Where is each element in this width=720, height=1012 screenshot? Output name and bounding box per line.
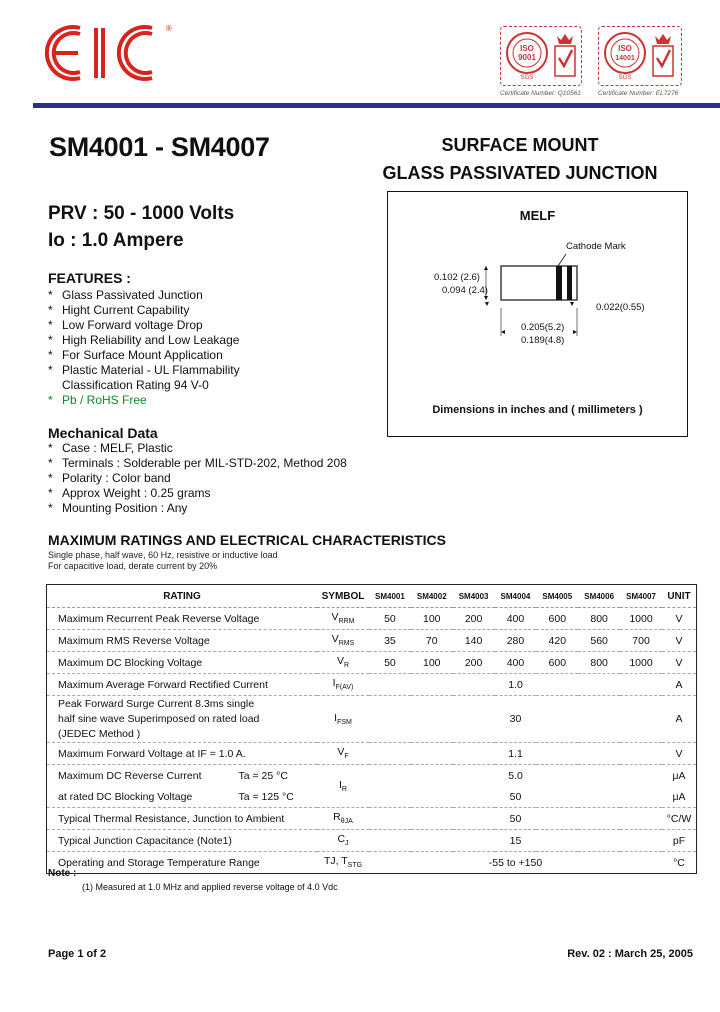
col-part: SM4002 — [411, 585, 453, 608]
svg-text:SGS: SGS — [520, 75, 534, 80]
note-heading: Note : — [48, 868, 77, 879]
col-part: SM4006 — [578, 585, 620, 608]
dim-band-width: 0.022(0.55) — [596, 302, 645, 313]
dim-length-min: 0.189(4.8) — [521, 335, 565, 346]
features-heading: FEATURES : — [48, 270, 131, 286]
page-number: Page 1 of 2 — [48, 948, 107, 960]
svg-text:SGS: SGS — [618, 75, 632, 80]
col-rating: RATING — [47, 585, 318, 608]
registered-mark: ® — [166, 24, 172, 33]
table-row: Maximum Average Forward Rectified Current $I_{F(AV)}$ 1.0 A — [47, 674, 697, 696]
table-row: at rated DC Blocking Voltage Ta = 125 °C 50 μA — [47, 786, 697, 808]
table-header-row — [47, 585, 697, 608]
iso-seal-icon — [504, 30, 550, 80]
note-item: (1) Measured at 1.0 MHz and applied reverse voltage of 4.0 Vdc — [82, 882, 338, 892]
page-title: SM4001 - SM4007 — [49, 132, 270, 162]
col-part: SM4004 — [495, 585, 537, 608]
list-item: * Polarity : Color band — [48, 471, 171, 485]
package-drawing-box — [387, 191, 688, 437]
iso-14001-badge — [598, 26, 680, 86]
list-item: * Terminals : Solderable per MIL-STD-202, Method 208 — [48, 456, 347, 470]
table-row: Maximum Recurrent Peak Reverse Voltage $V_{RRM}$ 50 100 200 400 600 800 1000 V — [47, 608, 697, 630]
dim-diameter-min: 0.094 (2.4) — [442, 285, 488, 296]
list-item: * Mounting Position : Any — [48, 501, 188, 515]
col-part: SM4003 — [453, 585, 495, 608]
col-part: SM4001 — [369, 585, 411, 608]
dim-length-max: 0.205(5.2) — [521, 322, 565, 333]
iso-9001-badge — [500, 26, 582, 86]
col-part: SM4005 — [536, 585, 578, 608]
ratings-note-1: Single phase, half wave, 60 Hz, resistive or inductive load — [48, 550, 278, 560]
table-row: Maximum DC Reverse Current Ta = 25 °C $I_R$ 5.0 μA — [47, 765, 697, 787]
list-item: * Case : MELF, Plastic — [48, 441, 173, 455]
dim-diameter-max: 0.102 (2.6) — [434, 272, 480, 283]
eic-logo — [44, 22, 179, 84]
list-item: * Hight Current Capability — [48, 303, 190, 317]
table-row: Operating and Storage Temperature Range TJ, $T_{STG}$ -55 to +150 °C — [47, 852, 697, 874]
revision-date: Rev. 02 : March 25, 2005 — [567, 948, 693, 960]
col-unit: UNIT — [662, 585, 697, 608]
table-row: Peak Forward Surge Current 8.3ms single half sine wave Superimposed on rated load (JEDEC Method ) $I_{FSM}$ 30 A — [47, 696, 697, 743]
table-row: Typical Junction Capacitance (Note1) $C_J$ 15 pF — [47, 830, 697, 852]
list-item-rohs: * Pb / RoHS Free — [48, 393, 147, 407]
ratings-table — [46, 584, 697, 874]
list-item: * For Surface Mount Application — [48, 348, 223, 362]
list-item: * Approx Weight : 0.25 grams — [48, 486, 211, 500]
ratings-heading: MAXIMUM RATINGS AND ELECTRICAL CHARACTERISTICS — [48, 532, 446, 548]
table-row: Maximum RMS Reverse Voltage $V_{RMS}$ 35 70 140 280 420 560 700 V — [47, 630, 697, 652]
mechanical-heading: Mechanical Data — [48, 425, 158, 441]
table-row: Maximum Forward Voltage at IF = 1.0 A. $V_F$ 1.1 V — [47, 743, 697, 765]
cathode-mark-label: Cathode Mark — [566, 241, 626, 252]
header-divider — [33, 103, 720, 108]
ukas-crown-icon — [552, 30, 578, 80]
svg-text:ISO: ISO — [618, 44, 632, 53]
svg-text:14001: 14001 — [615, 55, 635, 62]
iso-seal-icon — [602, 30, 648, 80]
io-spec: Io : 1.0 Ampere — [48, 230, 184, 251]
subtitle-line-1: SURFACE MOUNT — [441, 135, 599, 155]
table-row: Maximum DC Blocking Voltage $V_R$ 50 100 200 400 600 800 1000 V — [47, 652, 697, 674]
svg-text:ISO: ISO — [520, 44, 534, 53]
list-item: * High Reliability and Low Leakage — [48, 333, 240, 347]
table-row: Typical Thermal Resistance, Junction to Ambient $R_{\theta JA}$ 50 °C/W — [47, 808, 697, 830]
cert-number-14001: Certificate Number: EL7276 — [598, 90, 679, 97]
col-symbol: SYMBOL — [317, 585, 369, 608]
ratings-note-2: For capacitive load, derate current by 20% — [48, 561, 218, 571]
ukas-crown-icon — [650, 30, 676, 80]
list-item: * Low Forward voltage Drop — [48, 318, 203, 332]
dimensions-caption: Dimensions in inches and ( millimeters ) — [432, 404, 643, 416]
col-part: SM4007 — [620, 585, 662, 608]
package-name: MELF — [519, 208, 556, 223]
svg-text:9001: 9001 — [518, 53, 536, 62]
subtitle-line-2: GLASS PASSIVATED JUNCTION — [382, 163, 658, 183]
melf-outline-diagram — [388, 232, 687, 352]
list-item-continuation: Classification Rating 94 V-0 — [62, 378, 209, 392]
list-item: * Glass Passivated Junction — [48, 288, 203, 302]
prv-spec: PRV : 50 - 1000 Volts — [48, 203, 235, 224]
cert-number-9001: Certificate Number: Q10561 — [500, 90, 581, 97]
list-item: * Plastic Material - UL Flammability — [48, 363, 240, 377]
